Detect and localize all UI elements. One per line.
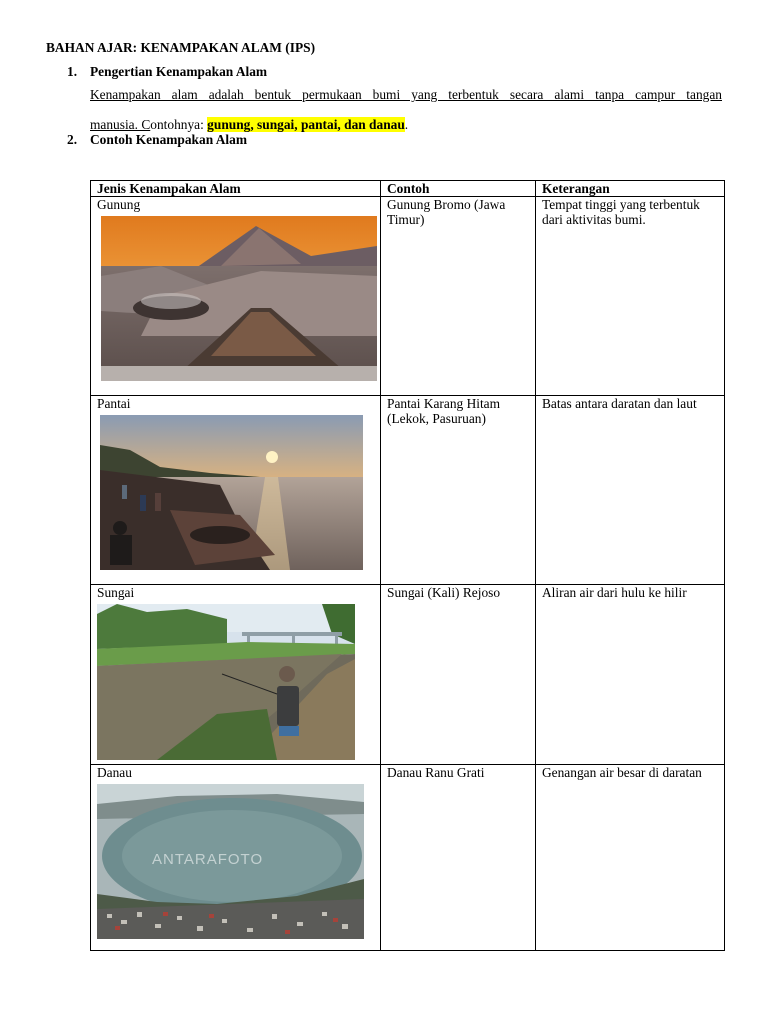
landform-table	[90, 180, 725, 951]
table-header-row	[91, 181, 725, 197]
definition-text: ontohnya:	[150, 117, 208, 132]
definition-paragraph	[90, 87, 722, 132]
table-row	[91, 585, 725, 765]
definition-line-1: Kenampakan alam adalah bentuk permukaan bumi yang terbentuk secara alami tanpa campur tangan	[90, 87, 722, 102]
row-label: Danau	[97, 765, 132, 780]
header-contoh: Contoh	[381, 181, 536, 197]
row-sungai-contoh: Sungai (Kali) Rejoso	[381, 585, 536, 765]
section-1-title: Pengertian Kenampakan Alam	[90, 64, 268, 79]
beach-photo	[100, 415, 363, 570]
row-pantai-keterangan: Batas antara daratan dan laut	[536, 396, 725, 585]
row-sungai-keterangan: Aliran air dari hulu ke hilir	[536, 585, 725, 765]
river-photo	[97, 604, 355, 760]
definition-line-2	[90, 117, 722, 132]
table-row	[91, 197, 725, 396]
section-1-number: 1.	[67, 64, 78, 79]
definition-period: .	[404, 117, 409, 132]
row-pantai-cell	[91, 396, 381, 585]
table-row	[91, 765, 725, 951]
definition-underlined-text: manusia. C	[90, 117, 151, 132]
row-pantai-contoh: Pantai Karang Hitam (Lekok, Pasuruan)	[381, 396, 536, 585]
header-keterangan: Keterangan	[536, 181, 725, 197]
row-danau-contoh: Danau Ranu Grati	[381, 765, 536, 951]
row-gunung-keterangan: Tempat tinggi yang terbentuk dari aktivitas bumi.	[536, 197, 725, 396]
row-sungai-cell	[91, 585, 381, 765]
row-gunung-cell	[91, 197, 381, 396]
header-jenis: Jenis Kenampakan Alam	[91, 181, 381, 197]
mountain-photo	[101, 216, 377, 381]
row-label: Sungai	[97, 585, 135, 600]
table-row	[91, 396, 725, 585]
row-gunung-contoh: Gunung Bromo (Jawa Timur)	[381, 197, 536, 396]
row-label: Gunung	[97, 197, 141, 212]
highlighted-examples: gunung, sungai, pantai, dan danau	[207, 117, 405, 132]
row-danau-cell	[91, 765, 381, 951]
section-2-number: 2.	[67, 132, 78, 147]
row-danau-keterangan: Genangan air besar di daratan	[536, 765, 725, 951]
section-2-title: Contoh Kenampakan Alam	[90, 132, 247, 147]
photo-watermark: ANTARAFOTO	[152, 851, 264, 868]
document-title: BAHAN AJAR: KENAMPAKAN ALAM (IPS)	[46, 40, 316, 55]
lake-photo	[97, 784, 364, 939]
row-label: Pantai	[97, 396, 131, 411]
